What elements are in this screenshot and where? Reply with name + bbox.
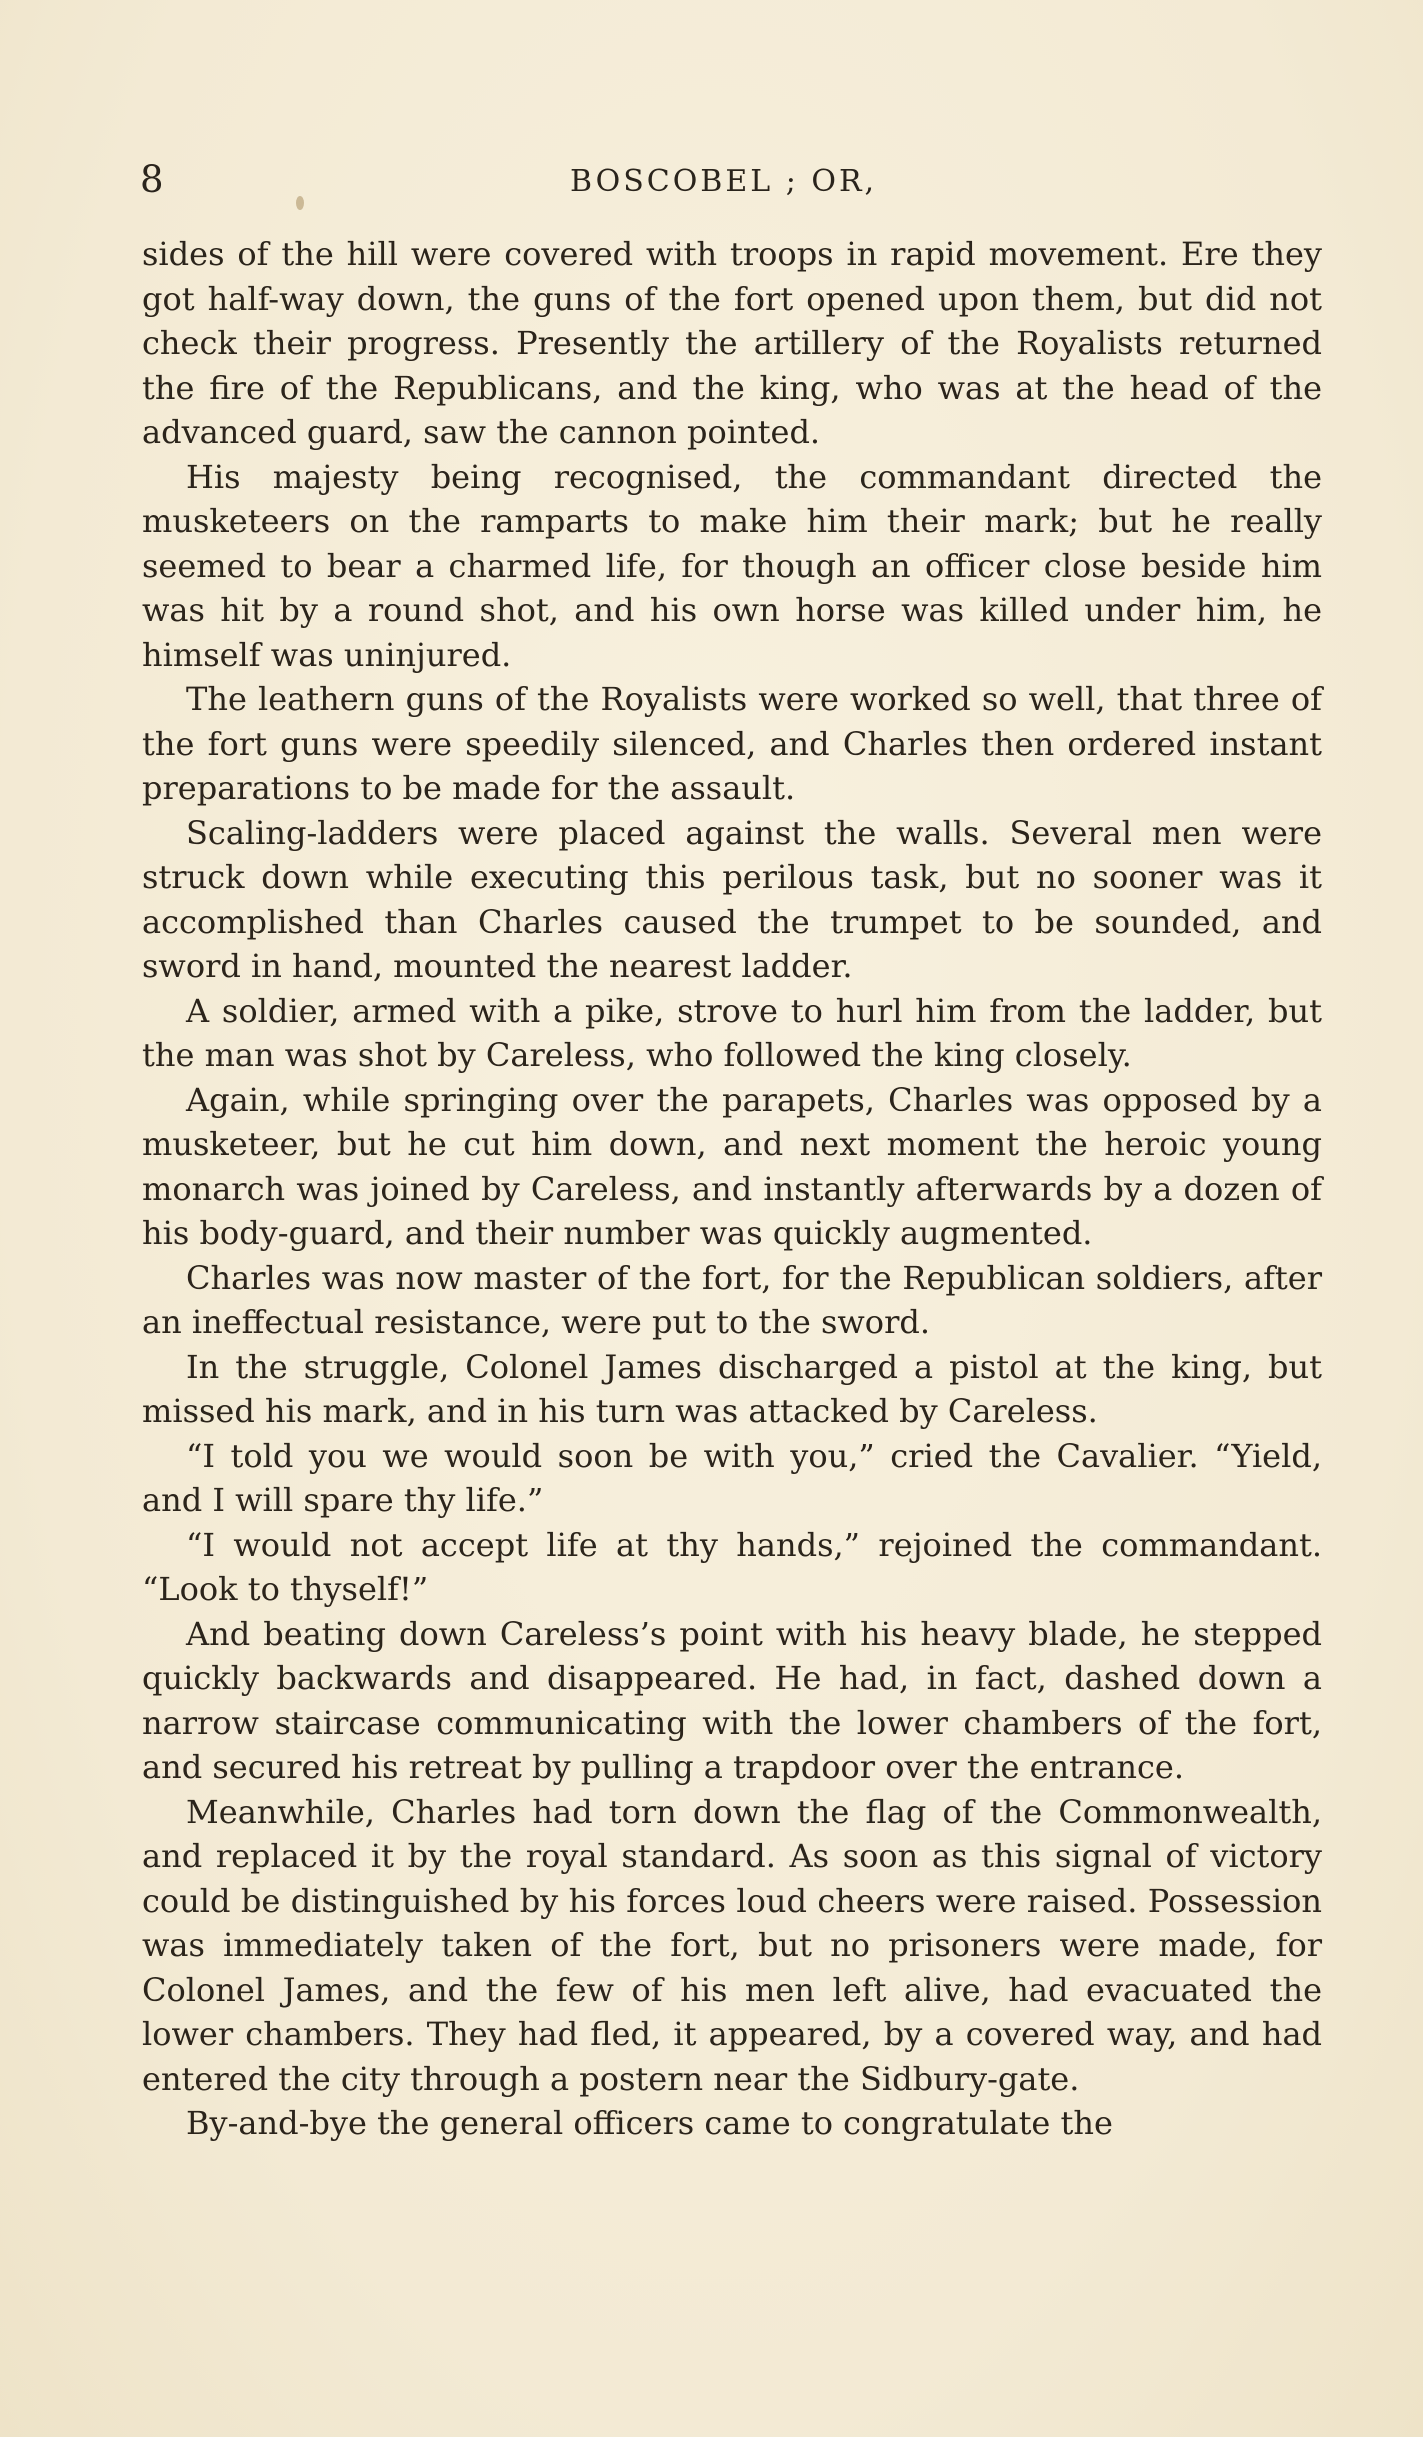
running-head: BOSCOBEL ; OR,: [570, 164, 878, 199]
page-header: [140, 158, 1340, 208]
paragraph-13: By-and-bye the general officers came to congratulate the: [186, 2104, 1113, 2142]
paragraph-5: A soldier, armed with a pike, strove to hurl him from the ladder, but the man was shot by Careless, who followed the king closely.: [142, 991, 1322, 1074]
body-text: [142, 232, 1322, 2146]
ink-speck: [296, 196, 304, 210]
paragraph-3: The leathern guns of the Royalists were worked so well, that three of the fort guns were speedily silenced, and Charles then ordered instant preparations to be made for the assault.: [142, 680, 1322, 807]
paragraph-2: His majesty being recognised, the commandant directed the musketeers on the ramparts to make him their mark; but he really seemed to bear a charmed life, for though an officer close beside him was hit by a round shot, and his own horse was killed under him, he himself was uninjured.: [142, 457, 1322, 674]
paragraph-7: Charles was now master of the fort, for the Republican soldiers, after an ineffectual resistance, were put to the sword.: [142, 1258, 1322, 1341]
paragraph-9: “I told you we would soon be with you,” cried the Cavalier. “Yield, and I will spare thy life.”: [142, 1436, 1322, 1519]
paragraph-10: “I would not accept life at thy hands,” rejoined the commandant. “Look to thyself!”: [142, 1525, 1322, 1608]
paragraph-8: In the struggle, Colonel James discharged a pistol at the king, but missed his mark, and in his turn was attacked by Careless.: [142, 1347, 1322, 1430]
paragraph-6: Again, while springing over the parapets, Charles was opposed by a musketeer, but he cut him down, and next moment the heroic young monarch was joined by Careless, and instantly afterwards by a dozen of his body-guard, and their number was quickly augmented.: [142, 1080, 1322, 1252]
paragraph-4: Scaling-ladders were placed against the walls. Several men were struck down while executing this perilous task, but no sooner was it accomplished than Charles caused the trumpet to be sounded, and sword in hand, mounted the nearest ladder.: [142, 813, 1322, 985]
page-number: 8: [140, 158, 164, 201]
paragraph-11: And beating down Careless’s point with his heavy blade, he stepped quickly backwards and disappeared. He had, in fact, dashed down a narrow staircase communicating with the lower chambers of the fort, and secured his retreat by pulling a trapdoor over the entrance.: [142, 1614, 1322, 1786]
paragraph-1: sides of the hill were covered with troops in rapid movement. Ere they got half-way down, the guns of the fort opened upon them, but did not check their progress. Presently the artillery of the Royalists returned the fire of the Republicans, and the king, who was at the head of the advanced guard, saw the cannon pointed.: [142, 235, 1322, 451]
paragraph-12: Meanwhile, Charles had torn down the flag of the Commonwealth, and replaced it by the royal standard. As soon as this signal of victory could be distinguished by his forces loud cheers were raised. Possession was immediately taken of the fort, but no prisoners were made, for Colonel James, and the few of his men left alive, had evacuated the lower chambers. They had fled, it appeared, by a covered way, and had entered the city through a postern near the Sidbury-gate.: [142, 1792, 1322, 2098]
